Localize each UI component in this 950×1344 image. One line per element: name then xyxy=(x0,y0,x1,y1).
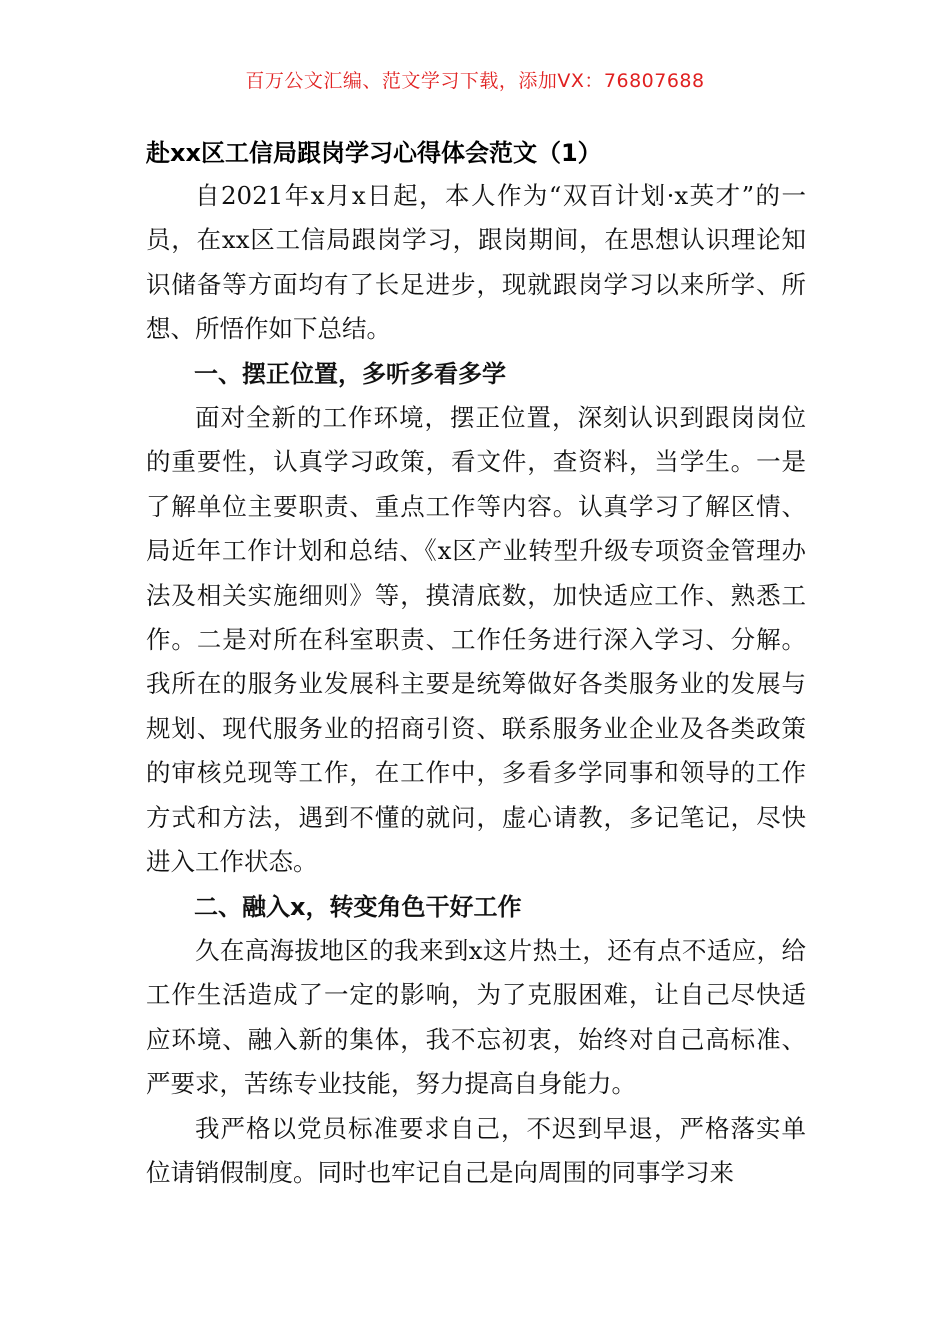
document-body xyxy=(146,174,806,1195)
section-heading-1: 一、摆正位置，多听多看多学 xyxy=(194,359,506,388)
section-heading-2: 二、融入x，转变角色干好工作 xyxy=(194,892,522,921)
promo-banner: 百万公文汇编、范文学习下载，添加VX：76807688 xyxy=(245,70,705,92)
document-title: 赴xx区工信局跟岗学习心得体会范文（1） xyxy=(146,139,602,167)
intro-paragraph: 自2021年x月x日起，本人作为“双百计划·x英才”的一员，在xx区工信局跟岗学习，跟岗期间，在思想认识理论知识储备等方面均有了长足进步，现就跟岗学习以来所学、所想、所悟作如下总结。 xyxy=(146,181,806,344)
section-2-paragraph-2: 我严格以党员标准要求自己，不迟到早退，严格落实单位请销假制度。同时也牢记自己是向周围的同事学习来 xyxy=(146,1113,806,1187)
section-2-paragraph-1: 久在高海拔地区的我来到x这片热土，还有点不适应，给工作生活造成了一定的影响，为了克服困难，让自己尽快适应环境、融入新的集体，我不忘初衷，始终对自己高标准、严要求，苦练专业技能，努力提高自身能力。 xyxy=(146,935,806,1099)
section-1-paragraph: 面对全新的工作环境，摆正位置，深刻认识到跟岗岗位的重要性，认真学习政策，看文件，查资料，当学生。一是了解单位主要职责、重点工作等内容。认真学习了解区情、局近年工作计划和总结、《x区产业转型升级专项资金管理办法及相关实施细则》等，摸清底数，加快适应工作、熟悉工作。二是对所在科室职责、工作任务进行深入学习、分解。我所在的服务业发展科主要是统筹做好各类服务业的发展与规划、现代服务业的招商引资、联系服务业企业及各类政策的审核兑现等工作，在工作中，多看多学同事和领导的工作方式和方法，遇到不懂的就问，虚心请教，多记笔记，尽快进入工作状态。 xyxy=(146,403,806,877)
